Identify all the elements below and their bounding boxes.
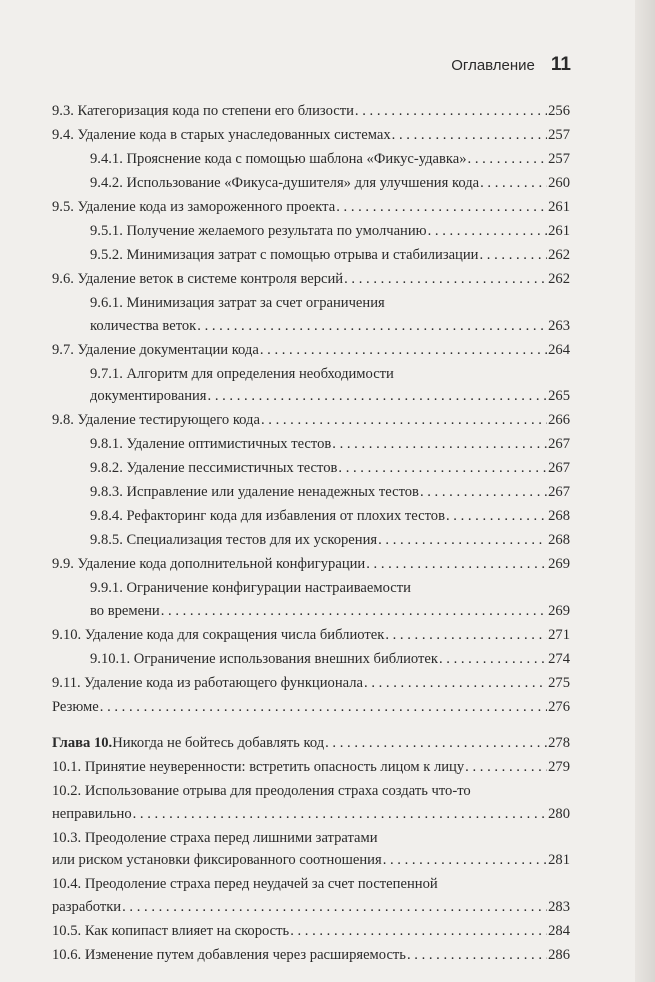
toc-entry-title: 9.6.1. Минимизация затрат за счет ограничения bbox=[90, 295, 385, 311]
page-edge bbox=[635, 0, 655, 982]
toc-page-number: 286 bbox=[548, 946, 570, 963]
toc-page-number: 284 bbox=[548, 922, 570, 939]
toc-page-number: 280 bbox=[548, 805, 570, 822]
toc-page-number: 267 bbox=[548, 484, 570, 500]
toc-entry-title: 10.2. Использование отрыва для преодоления страха создать что-то bbox=[52, 783, 471, 799]
toc-entry-title: 10.3. Преодоление страха перед лишними затратами bbox=[52, 829, 378, 846]
toc-entry bbox=[52, 780, 570, 825]
chapter-label: Глава 10. bbox=[52, 735, 113, 751]
toc-entry-title: 9.10.1. Ограничение использования внешних библиотек bbox=[90, 650, 438, 667]
toc-page-number: 278 bbox=[548, 735, 570, 751]
dot-leader bbox=[465, 756, 547, 779]
toc-entry bbox=[52, 672, 570, 695]
toc-entry-title: 9.7. Удаление документации кода bbox=[52, 341, 259, 358]
toc-entry bbox=[52, 148, 570, 171]
toc-entry bbox=[52, 944, 570, 967]
toc-page-number: 281 bbox=[548, 852, 570, 868]
dot-leader bbox=[122, 896, 547, 919]
dot-leader bbox=[208, 385, 548, 408]
toc-page-number: 279 bbox=[548, 759, 570, 775]
dot-leader bbox=[364, 672, 547, 695]
toc-entry bbox=[52, 920, 570, 943]
toc-page-number: 267 bbox=[548, 436, 570, 452]
dot-leader bbox=[366, 553, 547, 576]
toc-entry-title: 9.3. Категоризация кода по степени его близости bbox=[52, 103, 354, 119]
toc-page-number: 257 bbox=[548, 151, 570, 167]
toc-entry bbox=[52, 292, 570, 337]
toc-entry-title: 9.5.2. Минимизация затрат с помощью отрыва и стабилизации bbox=[90, 247, 479, 263]
toc-page-number: 261 bbox=[548, 199, 570, 215]
dot-leader bbox=[133, 803, 547, 826]
toc-entry-title: 9.5.1. Получение желаемого результата по умолчанию bbox=[90, 223, 427, 239]
toc-page-number: 274 bbox=[548, 650, 570, 667]
dot-leader bbox=[325, 732, 547, 755]
toc-entry-title: 10.1. Принятие неуверенности: встретить опасность лицом к лицу bbox=[52, 759, 465, 775]
table-of-contents bbox=[52, 100, 570, 968]
dot-leader bbox=[378, 529, 547, 552]
toc-entry bbox=[52, 481, 570, 504]
toc-page-number: 261 bbox=[548, 223, 570, 239]
toc-entry bbox=[52, 505, 570, 528]
toc-entry-title: 9.4.1. Прояснение кода с помощью шаблона «Фикус-удавка» bbox=[90, 151, 467, 167]
toc-page-number: 276 bbox=[548, 698, 570, 715]
toc-entry-title: неправильно bbox=[52, 805, 132, 822]
toc-entry bbox=[52, 268, 570, 291]
toc-entry-title: разработки bbox=[52, 898, 122, 915]
toc-page-number: 268 bbox=[548, 532, 570, 548]
dot-leader bbox=[161, 600, 547, 623]
toc-entry bbox=[52, 196, 570, 219]
toc-entry-title: во времени bbox=[90, 602, 160, 619]
page-number: 11 bbox=[550, 54, 571, 75]
toc-page-number: 266 bbox=[548, 412, 570, 428]
toc-entry-title: 9.4. Удаление кода в старых унаследованных системах bbox=[52, 127, 391, 143]
dot-leader bbox=[100, 696, 547, 719]
toc-page-number: 260 bbox=[548, 175, 570, 191]
toc-entry-title: 10.5. Как копипаст влияет на скорость bbox=[52, 922, 290, 939]
dot-leader bbox=[392, 124, 547, 147]
toc-entry-title: 10.4. Преодоление страха перед неудачей за счет постепенной bbox=[52, 876, 438, 892]
toc-page-number: 271 bbox=[548, 626, 570, 643]
toc-entry bbox=[52, 244, 570, 267]
toc-page-number: 267 bbox=[548, 460, 570, 476]
toc-page-number: 256 bbox=[548, 103, 570, 119]
toc-entry bbox=[52, 124, 570, 147]
toc-entry bbox=[52, 457, 570, 480]
dot-leader bbox=[290, 920, 547, 943]
toc-entry-title: Резюме bbox=[52, 698, 99, 715]
toc-entry bbox=[52, 220, 570, 243]
toc-page-number: 264 bbox=[548, 341, 570, 358]
toc-entry-title: 9.8. Удаление тестирующего кода bbox=[52, 412, 260, 428]
dot-leader bbox=[332, 433, 547, 456]
dot-leader bbox=[446, 505, 547, 528]
dot-leader bbox=[383, 849, 547, 872]
dot-leader bbox=[407, 944, 547, 967]
toc-page-number: 269 bbox=[548, 602, 570, 619]
running-header bbox=[451, 54, 571, 76]
toc-entry bbox=[52, 339, 570, 362]
toc-entry bbox=[52, 756, 570, 779]
toc-page-number: 263 bbox=[548, 317, 570, 334]
dot-leader bbox=[261, 409, 547, 432]
toc-entry bbox=[52, 624, 570, 647]
dot-leader bbox=[428, 220, 548, 243]
toc-page-number: 268 bbox=[548, 508, 570, 524]
toc-chapter-entry bbox=[52, 732, 570, 755]
toc-entry bbox=[52, 648, 570, 671]
toc-entry-title: документирования bbox=[90, 388, 207, 404]
toc-entry-title: 9.8.1. Удаление оптимистичных тестов bbox=[90, 436, 332, 452]
toc-page-number: 262 bbox=[548, 271, 570, 287]
dot-leader bbox=[439, 648, 547, 671]
toc-entry bbox=[52, 873, 570, 918]
toc-entry-title: 9.7.1. Алгоритм для определения необходимости bbox=[90, 365, 394, 382]
toc-page-number: 257 bbox=[548, 127, 570, 143]
toc-entry-title: 9.9.1. Ограничение конфигурации настраиваемости bbox=[90, 580, 411, 596]
dot-leader bbox=[385, 624, 547, 647]
dot-leader bbox=[344, 268, 547, 291]
toc-entry-title: 9.8.5. Специализация тестов для их ускорения bbox=[90, 532, 378, 548]
toc-entry bbox=[52, 577, 570, 622]
dot-leader bbox=[336, 196, 547, 219]
toc-entry-title: 9.11. Удаление кода из работающего функционала bbox=[52, 674, 364, 691]
toc-entry-title: количества веток bbox=[90, 317, 197, 334]
toc-entry-title: 9.6. Удаление веток в системе контроля версий bbox=[52, 271, 344, 287]
toc-entry bbox=[52, 409, 570, 432]
toc-entry-title: 9.5. Удаление кода из замороженного проекта bbox=[52, 199, 336, 215]
running-header-section: Оглавление bbox=[451, 57, 535, 74]
dot-leader bbox=[355, 100, 547, 123]
toc-entry-title: 9.8.2. Удаление пессимистичных тестов bbox=[90, 460, 338, 476]
dot-leader bbox=[260, 339, 547, 362]
dot-leader bbox=[480, 172, 547, 195]
dot-leader bbox=[468, 148, 548, 171]
toc-entry-title: 9.10. Удаление кода для сокращения числа библиотек bbox=[52, 626, 385, 643]
toc-page-number: 265 bbox=[548, 388, 570, 404]
toc-entry bbox=[52, 172, 570, 195]
toc-entry bbox=[52, 696, 570, 719]
toc-entry bbox=[52, 529, 570, 552]
toc-entry bbox=[52, 363, 570, 408]
toc-entry-title: Никогда не бойтесь добавлять код bbox=[112, 735, 325, 751]
toc-entry bbox=[52, 100, 570, 123]
toc-page-number: 283 bbox=[548, 898, 570, 915]
dot-leader bbox=[338, 457, 547, 480]
toc-entry bbox=[52, 433, 570, 456]
dot-leader bbox=[197, 315, 547, 338]
toc-entry bbox=[52, 553, 570, 576]
toc-entry-title: или риском установки фиксированного соотношения bbox=[52, 852, 382, 868]
toc-entry bbox=[52, 827, 570, 872]
toc-page-number: 269 bbox=[548, 556, 570, 572]
toc-page-number: 275 bbox=[548, 674, 570, 691]
dot-leader bbox=[480, 244, 548, 267]
toc-entry-title: 9.4.2. Использование «Фикуса-душителя» для улучшения кода bbox=[90, 175, 480, 191]
toc-entry-title: 10.6. Изменение путем добавления через расширяемость bbox=[52, 946, 406, 963]
toc-page-number: 262 bbox=[548, 247, 570, 263]
dot-leader bbox=[420, 481, 547, 504]
toc-entry-title: 9.8.3. Исправление или удаление ненадежных тестов bbox=[90, 484, 419, 500]
toc-entry-title: 9.8.4. Рефакторинг кода для избавления от плохих тестов bbox=[90, 508, 445, 524]
toc-entry-title: 9.9. Удаление кода дополнительной конфигурации bbox=[52, 556, 366, 572]
